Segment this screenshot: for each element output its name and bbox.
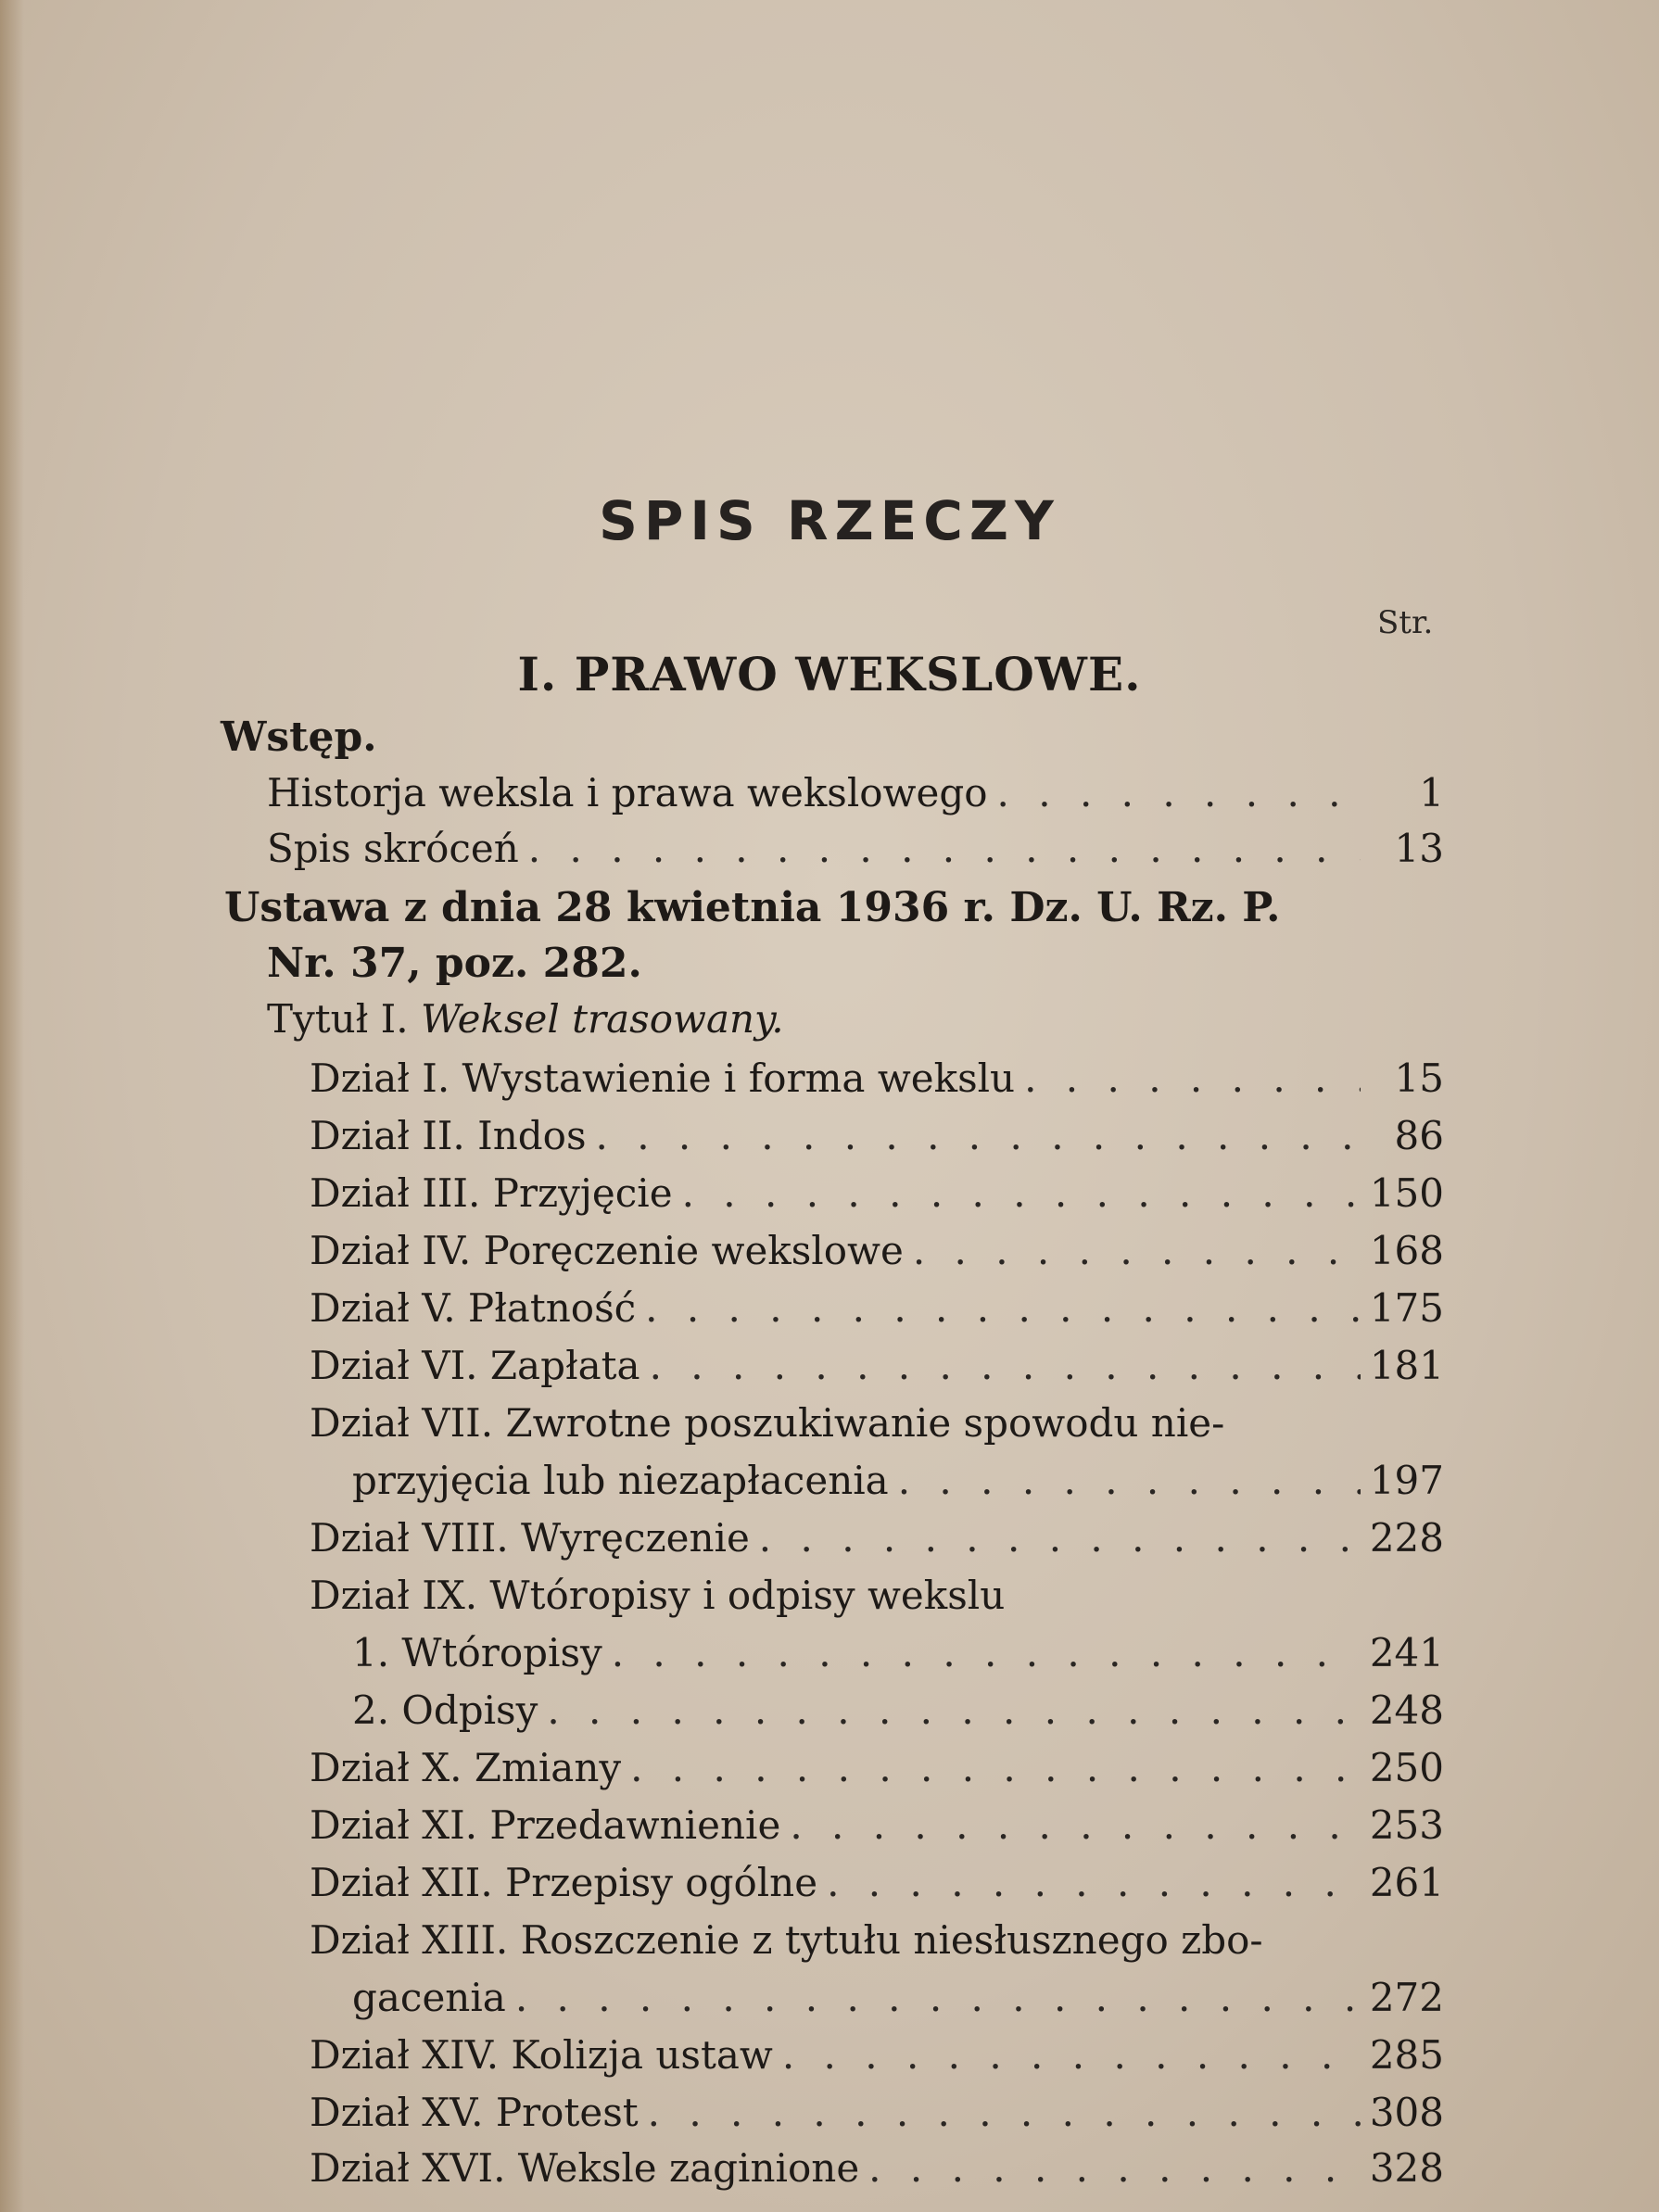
page-title: SPIS RZECZY: [599, 489, 1060, 552]
toc-entry-text: Dział VII. Zwrotne poszukiwanie spowodu nie-: [310, 1400, 1225, 1446]
toc-entry-page: 150: [1369, 1170, 1444, 1216]
part-heading: I. PRAWO WEKSLOWE.: [517, 647, 1142, 702]
toc-entry-page: 253: [1369, 1802, 1444, 1848]
statute-line2: Nr. 37, poz. 282.: [267, 940, 642, 987]
dot-leader: [1024, 1051, 1361, 1106]
toc-entry-text-continuation: gacenia: [352, 1975, 506, 2020]
dot-leader: [630, 1740, 1361, 1796]
toc-entry: [310, 1108, 1444, 1164]
title-prefix: Tytuł I.: [267, 996, 409, 1042]
page-column-label: Str.: [1377, 604, 1434, 641]
toc-entry: [310, 2085, 1444, 2141]
dot-leader: [782, 2028, 1361, 2083]
title-heading: [267, 992, 784, 1047]
dot-leader: [650, 1338, 1361, 1394]
toc-entry: [310, 1855, 1444, 1911]
toc-entry-page: 1: [1419, 770, 1444, 815]
dot-leader: [759, 1510, 1361, 1566]
dot-leader: [790, 1798, 1361, 1853]
toc-entry-page: 285: [1369, 2032, 1444, 2078]
toc-entry-page: 250: [1369, 1745, 1444, 1790]
toc-entry: [310, 2141, 1444, 2196]
toc-entry-text: Dział III. Przyjęcie: [310, 1170, 673, 1216]
toc-entry-text: Dział XVI. Weksle zaginione: [310, 2145, 860, 2191]
toc-entry-page: 228: [1369, 1515, 1444, 1561]
dot-leader: [515, 1970, 1361, 2026]
toc-entry-text: Dział XV. Protest: [310, 2090, 639, 2135]
dot-leader: [827, 1855, 1361, 1911]
toc-entry: [310, 1798, 1444, 1853]
toc-entry-page: 168: [1369, 1228, 1444, 1273]
toc-entry-page: 13: [1394, 826, 1444, 871]
toc-entry: [310, 2028, 1444, 2083]
page-edge-shadow: [0, 0, 24, 2212]
toc-entry-page: 181: [1369, 1343, 1444, 1388]
toc-entry-text: Dział XI. Przedawnienie: [310, 1802, 781, 1848]
toc-entry-text: Dział I. Wystawienie i forma wekslu: [310, 1055, 1016, 1101]
toc-entry: [310, 1740, 1444, 1796]
toc-entry-text: Dział IX. Wtóropisy i odpisy wekslu: [310, 1573, 1006, 1618]
toc-entry-text: Dział VIII. Wyręczenie: [310, 1515, 750, 1561]
toc-entry-text: Spis skróceń: [267, 826, 519, 871]
toc-entry: [352, 1453, 1444, 1509]
dot-leader: [547, 1683, 1360, 1738]
toc-entry: [310, 1223, 1444, 1279]
dot-leader: [648, 2085, 1361, 2141]
toc-entry: [352, 1970, 1444, 2026]
toc-entry-page: 241: [1369, 1630, 1444, 1675]
toc-entry-page: 328: [1369, 2145, 1444, 2191]
dot-leader: [645, 1281, 1361, 1336]
toc-entry-page: 308: [1369, 2090, 1444, 2135]
toc-entry-text: Dział VI. Zapłata: [310, 1343, 640, 1388]
toc-entry-page: 175: [1369, 1285, 1444, 1331]
toc-entry-text: Dział XII. Przepisy ogólne: [310, 1860, 818, 1905]
title-name: Weksel trasowany.: [420, 996, 784, 1042]
dot-leader: [868, 2141, 1361, 2196]
toc-entry-page: 272: [1369, 1975, 1444, 2020]
toc-entry-text: Dział IV. Poręczenie wekslowe: [310, 1228, 904, 1273]
toc-entry: [267, 821, 1444, 877]
intro-label: Wstęp.: [221, 714, 377, 761]
toc-entry-text: 1. Wtóropisy: [352, 1630, 602, 1675]
dot-leader: [528, 821, 1361, 877]
toc-entry: [310, 1166, 1444, 1221]
toc-entry-text-continuation: przyjęcia lub niezapłacenia: [352, 1458, 889, 1503]
toc-entry-text: Dział X. Zmiany: [310, 1745, 622, 1790]
toc-entry-text: Dział V. Płatność: [310, 1285, 637, 1331]
toc-entry-page: 86: [1394, 1113, 1444, 1158]
toc-entry-text: Historja weksla i prawa wekslowego: [267, 770, 988, 815]
dot-leader: [898, 1453, 1361, 1509]
toc-entry-page: 261: [1369, 1860, 1444, 1905]
toc-entry-text: Dział XIV. Kolizja ustaw: [310, 2032, 773, 2078]
dot-leader: [997, 765, 1361, 821]
toc-entry: [310, 1510, 1444, 1566]
dot-leader: [682, 1166, 1361, 1221]
toc-entry: [310, 1281, 1444, 1336]
toc-entry: [310, 1338, 1444, 1394]
dot-leader: [612, 1625, 1361, 1681]
toc-entry-text: Dział XIII. Roszczenie z tytułu niesłusznego zbo-: [310, 1917, 1263, 1963]
dot-leader: [913, 1223, 1361, 1279]
toc-entry-page: 197: [1369, 1458, 1444, 1503]
dot-leader: [596, 1108, 1361, 1164]
toc-entry-text: 2. Odpisy: [352, 1687, 538, 1733]
toc-entry-text: Dział II. Indos: [310, 1113, 587, 1158]
statute-line1: Ustawa z dnia 28 kwietnia 1936 r. Dz. U. Rz. P.: [224, 884, 1281, 931]
toc-entry-page: 248: [1369, 1687, 1444, 1733]
toc-entry-page: 15: [1394, 1055, 1444, 1101]
toc-entry: [310, 1051, 1444, 1106]
toc-entry: [267, 765, 1444, 821]
toc-entry: [352, 1683, 1444, 1738]
toc-entry: [352, 1625, 1444, 1681]
